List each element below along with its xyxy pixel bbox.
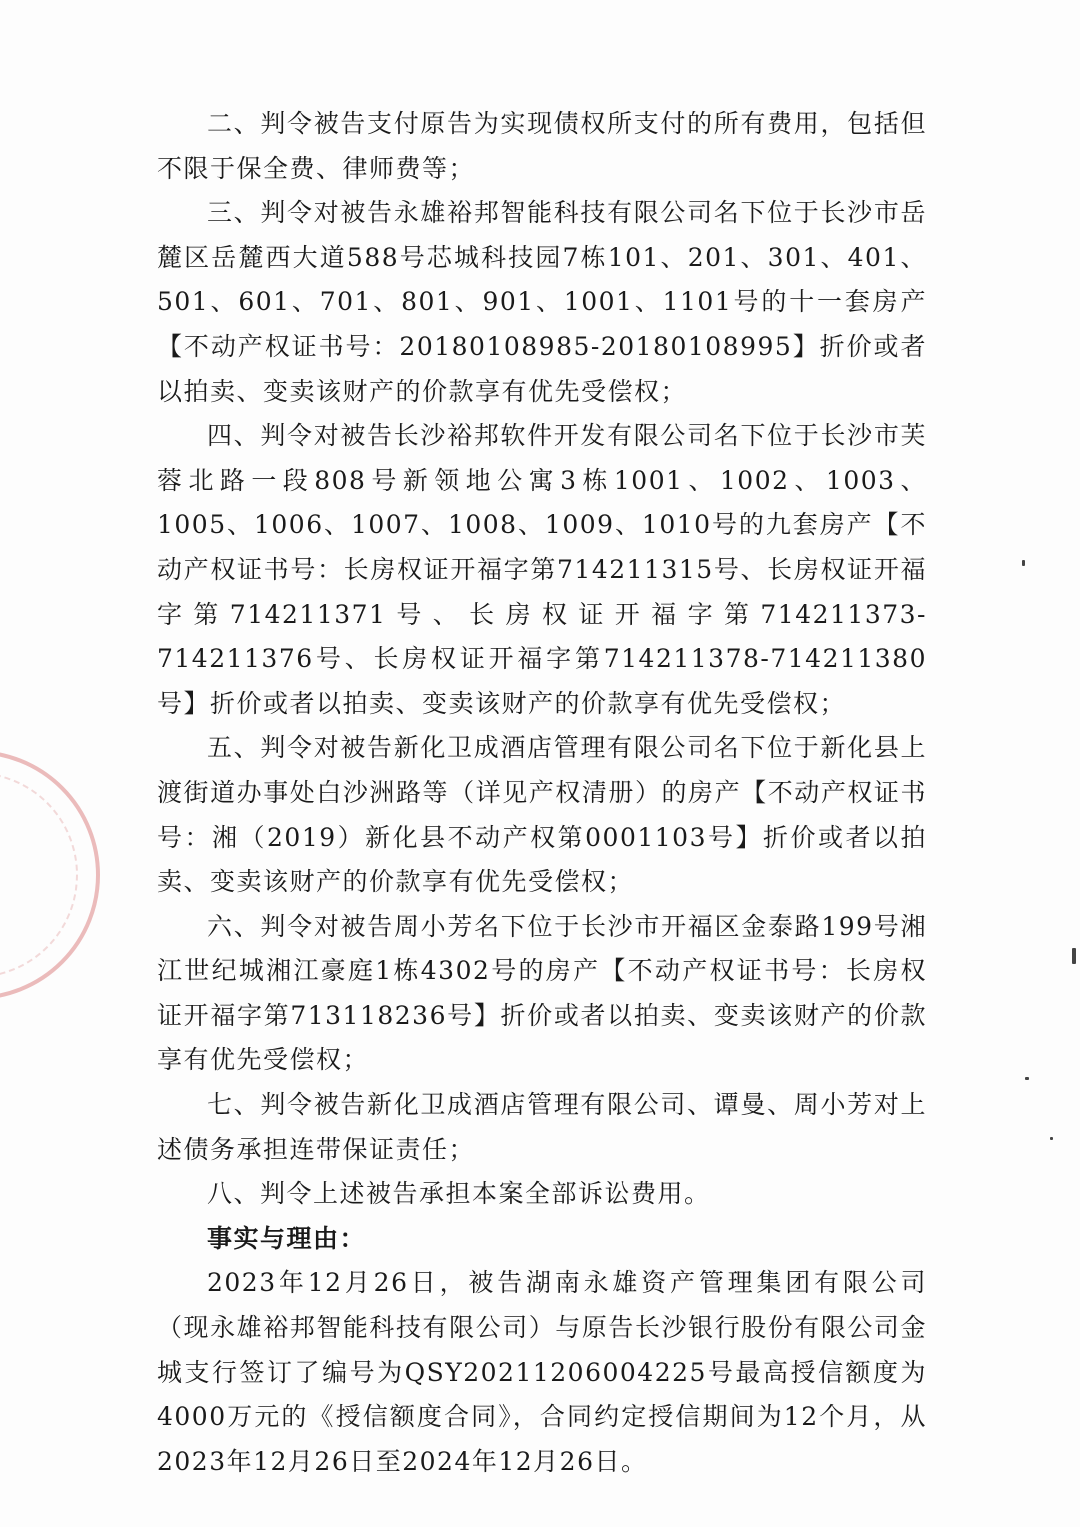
paragraph-item-5: 五、判令对被告新化卫成酒店管理有限公司名下位于新化县上渡街道办事处白沙洲路等（详见产权清册）的房产【不动产权证书号：湘（2019）新化县不动产权第0001103号】折价或者以拍卖、变卖该财产的价款享有优先受偿权； bbox=[157, 733, 927, 897]
paragraph-item-6: 六、判令对被告周小芳名下位于长沙市开福区金泰路199号湘江世纪城湘江豪庭1栋4302号的房产【不动产权证书号：长房权证开福字第713118236号】折价或者以拍卖、变卖该财产的价款享有优先受偿权； bbox=[157, 911, 927, 1075]
scan-speck bbox=[1072, 948, 1076, 964]
section-heading-facts: 事实与理由： bbox=[207, 1223, 367, 1253]
paragraph-item-4: 四、判令对被告长沙裕邦软件开发有限公司名下位于长沙市芙蓉北路一段808号新领地公寓3栋1001、1002、1003、1005、1006、1007、1008、1009、1010号的九套房产【不动产权证书号：长房权证开福字第714211315号、长房权证开福字第714211371号、长房权证开福字第714211373-714211376号、长房权证开福字第714211378-714211380号】折价或者以拍卖、变卖该财产的价款享有优先受偿权； bbox=[157, 421, 927, 718]
document-body bbox=[157, 102, 927, 1484]
paragraph-item-7: 七、判令被告新化卫成酒店管理有限公司、谭曼、周小芳对上述债务承担连带保证责任； bbox=[157, 1090, 927, 1164]
paragraph-item-2: 二、判令被告支付原告为实现债权所支付的所有费用，包括但不限于保全费、律师费等； bbox=[157, 109, 927, 183]
paragraph-item-3: 三、判令对被告永雄裕邦智能科技有限公司名下位于长沙市岳麓区岳麓西大道588号芯城科技园7栋101、201、301、401、501、601、701、801、901、1001、1101号的十一套房产【不动产权证书号：20180108985-20180108995】折价或者以拍卖、变卖该财产的价款享有优先受偿权； bbox=[157, 198, 927, 406]
scan-speck bbox=[1025, 1077, 1029, 1080]
scan-speck bbox=[1022, 560, 1025, 566]
scan-speck bbox=[1050, 1137, 1053, 1140]
paragraph-facts: 2023年12月26日，被告湖南永雄资产管理集团有限公司（现永雄裕邦智能科技有限公司）与原告长沙银行股份有限公司金城支行签订了编号为QSY20211206004225号最高授信额度为4000万元的《授信额度合同》，合同约定授信期间为12个月，从2023年12月26日至2024年12月26日。 bbox=[157, 1268, 927, 1476]
paragraph-item-8: 八、判令上述被告承担本案全部诉讼费用。 bbox=[207, 1179, 711, 1209]
